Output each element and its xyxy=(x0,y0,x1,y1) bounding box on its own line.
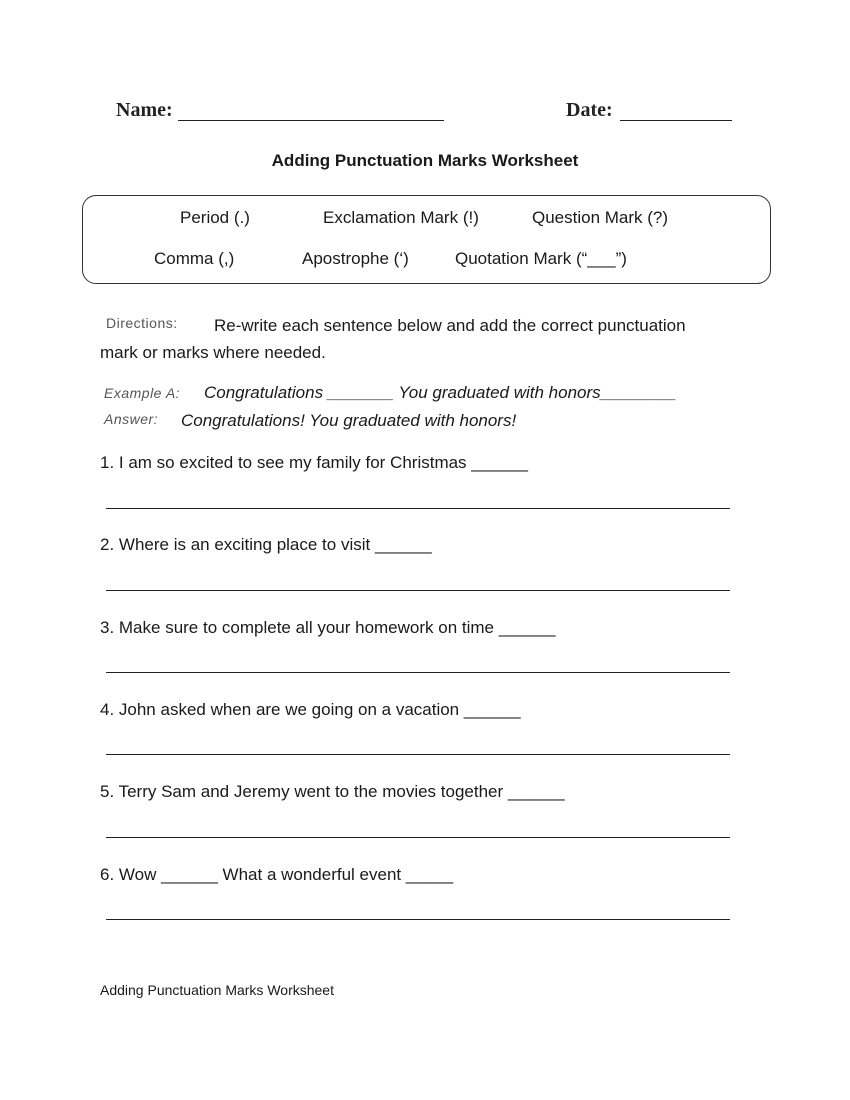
answer-line-4[interactable] xyxy=(106,754,730,755)
footer-text: Adding Punctuation Marks Worksheet xyxy=(100,982,334,998)
date-input-line[interactable] xyxy=(620,120,732,121)
answer-line-5[interactable] xyxy=(106,837,730,838)
answer-line-2[interactable] xyxy=(106,590,730,591)
name-label: Name: xyxy=(116,99,173,121)
question-5: 5. Terry Sam and Jeremy went to the movies together ______ xyxy=(100,782,565,801)
question-2: 2. Where is an exciting place to visit ______ xyxy=(100,535,432,554)
question-3: 3. Make sure to complete all your homework on time ______ xyxy=(100,618,556,637)
mark-exclamation: Exclamation Mark (!) xyxy=(323,208,479,227)
example-label: Example A: xyxy=(104,385,181,401)
question-4: 4. John asked when are we going on a vacation ______ xyxy=(100,700,521,719)
answer-line-6[interactable] xyxy=(106,919,730,920)
mark-apostrophe: Apostrophe (‘) xyxy=(302,249,409,268)
answer-line-3[interactable] xyxy=(106,672,730,673)
date-label: Date: xyxy=(566,99,613,121)
answer-label: Answer: xyxy=(104,411,159,427)
name-input-line[interactable] xyxy=(178,120,444,121)
question-1: 1. I am so excited to see my family for Christmas ______ xyxy=(100,453,529,472)
answer-line-1[interactable] xyxy=(106,508,730,509)
mark-comma: Comma (,) xyxy=(154,249,235,268)
example-sentence: Congratulations _______ You graduated with honors________ xyxy=(204,383,677,402)
directions-label: Directions: xyxy=(106,315,178,331)
mark-question: Question Mark (?) xyxy=(532,208,669,227)
question-6: 6. Wow ______ What a wonderful event _____ xyxy=(100,865,454,884)
directions-text-line2: mark or marks where needed. xyxy=(100,343,326,362)
mark-quotation: Quotation Mark (“___”) xyxy=(455,249,627,268)
mark-period: Period (.) xyxy=(180,208,250,227)
directions-text-line1: Re-write each sentence below and add the correct punctuation xyxy=(214,316,686,335)
example-answer: Congratulations! You graduated with honors! xyxy=(181,411,517,430)
page-title: Adding Punctuation Marks Worksheet xyxy=(271,151,579,170)
